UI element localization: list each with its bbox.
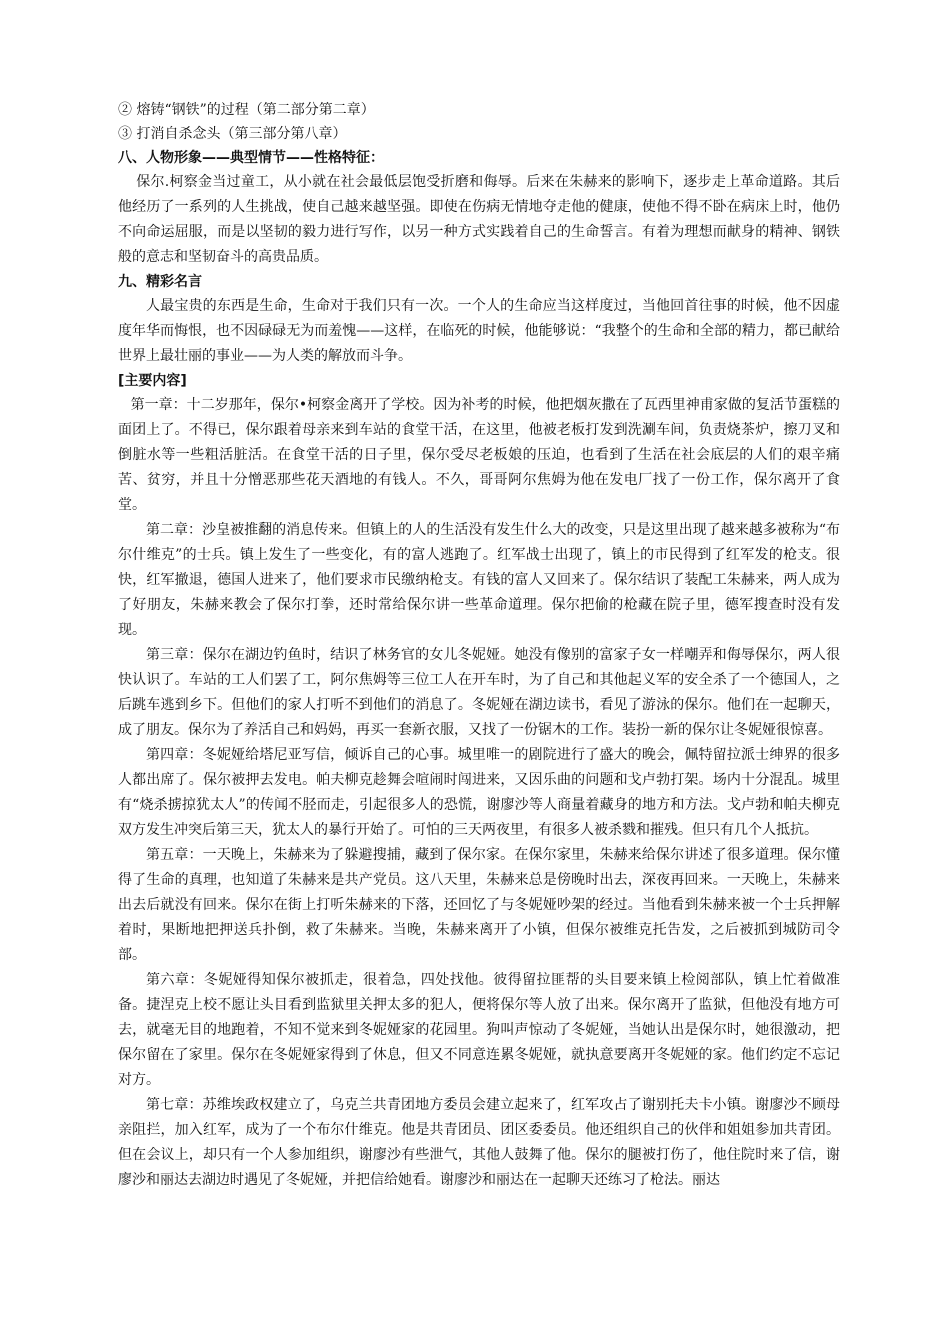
chapter-5-paragraph: 第五章：一天晚上，朱赫来为了躲避搜捕，藏到了保尔家。在保尔家里，朱赫来给保尔讲述了很多道理。保尔懂得了生命的真理，也知道了朱赫来是共产党员。这八天里，朱赫来总是傍晚时出去，深夜再回来。一天晚上，朱赫来出去后就没有回来。保尔在街上打听朱赫来的下落，还回忆了与冬妮娅吵架的经过。当他看到朱赫来被一个士兵押解着时，果断地把押送兵扑倒，救了朱赫来。当晚，朱赫来离开了小镇，但保尔被维克托告发，之后被抓到城防司令部。 [118,847,840,963]
chapter-6-paragraph: 第六章：冬妮娅得知保尔被抓走，很着急，四处找他。彼得留拉匪帮的头目要来镇上检阅部队，镇上忙着做准备。捷涅克上校不愿让头目看到监狱里关押太多的犯人，便将保尔等人放了出来。保尔离开了监狱，但他没有地方可去，就毫无目的地跑着，不知不觉来到冬妮娅家的花园里。狗叫声惊动了冬妮娅，当她认出是保尔时，她很激动，把保尔留在了家里。保尔在冬妮娅家得到了休息，但又不同意连累冬妮娅，就执意要离开冬妮娅的家。他们约定不忘记对方。 [118,972,840,1088]
chapter-3-paragraph: 第三章：保尔在湖边钓鱼时，结识了林务官的女儿冬妮娅。她没有像别的富家子女一样嘲弄和侮辱保尔，两人很快认识了。车站的工人们罢了工，阿尔焦姆等三位工人在开车时，为了自己和其他起义军的安全杀了一个德国人，之后跳车逃到乡下。但他们的家人打听不到他们的消息了。冬妮娅在湖边读书，看见了游泳的保尔。他们在一起聊天，成了朋友。保尔为了养活自己和妈妈，再买一套新衣服，又找了一份锯木的工作。装扮一新的保尔让冬妮娅很惊喜。 [118,647,840,738]
section-8-text: 保尔.柯察金当过童工，从小就在社会最低层饱受折磨和侮辱。后来在朱赫来的影响下，逐步走上革命道路。其后他经历了一系列的人生挑战，使自己越来越坚强。即使在伤病无情地夺走他的健康，使他不得不卧在病床上时，他仍不向命运屈服，而是以坚韧的毅力进行写作，以另一种方式实践着自己的生命誓言。有着为理想而献身的精神、钢铁般的意志和坚韧奋斗的高贵品质。 [118,174,840,265]
main-content-heading: [主要内容] [118,373,187,389]
section-9-text: 人最宝贵的东西是生命，生命对于我们只有一次。一个人的生命应当这样度过，当他回首往事的时候，他不因虚度年华而悔恨，也不因碌碌无为而羞愧——这样，在临死的时候，他能够说：“我整个的生命和全部的精力，都已献给世界上最壮丽的事业——为人类的解放而斗争。 [118,298,840,364]
chapter-7-paragraph: 第七章：苏维埃政权建立了，乌克兰共青团地方委员会建立起来了，红军攻占了谢别托夫卡小镇。谢廖沙不顾母亲阻拦，加入红军，成为了一个布尔什维克。他是共青团员、团区委委员。他还组织自己的伙伴和姐姐参加共青团。但在会议上，却只有一个人参加组织，谢廖沙有些泄气，其他人鼓舞了他。保尔的腿被打伤了，他住院时来了信，谢廖沙和丽达去湖边时遇见了冬妮娅，并把信给她看。谢廖沙和丽达在一起聊天还练习了枪法。丽达 [118,1097,840,1188]
outline-item-2: ② 熔铸“钢铁”的过程（第二部分第二章） [118,102,375,118]
section-9-heading: 九、精彩名言 [118,274,202,290]
chapter-4-paragraph: 第四章：冬妮娅给塔尼亚写信，倾诉自己的心事。城里唯一的剧院进行了盛大的晚会，佩特留拉派士绅界的很多人都出席了。保尔被押去发电。帕夫柳克趁舞会喧闹时闯进来，又因乐曲的问题和戈卢勃打架。场内十分混乱。城里有“烧杀掳掠犹太人”的传闻不胫而走，引起很多人的恐慌，谢廖沙等人商量着藏身的地方和方法。戈卢勃和帕夫柳克双方发生冲突后第三天，犹太人的暴行开始了。可怕的三天两夜里，有很多人被杀戮和摧残。但只有几个人抵抗。 [118,747,840,838]
outline-item-3: ③ 打消自杀念头（第三部分第八章） [118,126,347,142]
chapter-2-paragraph: 第二章：沙皇被推翻的消息传来。但镇上的人的生活没有发生什么大的改变，只是这里出现了越来越多被称为“布尔什维克”的士兵。镇上发生了一些变化，有的富人逃跑了。红军战士出现了，镇上的市民得到了红军发的枪支。很快，红军撤退，德国人进来了，他们要求市民缴纳枪支。有钱的富人又回来了。保尔结识了装配工朱赫来，两人成为了好朋友，朱赫来教会了保尔打拳，还时常给保尔讲一些革命道理。保尔把偷的枪藏在院子里，德军搜查时没有发现。 [118,522,840,638]
section-8-heading: 八、人物形象——典型情节——性格特征： [118,150,384,166]
chapter-1-paragraph: 第一章：十二岁那年，保尔•柯察金离开了学校。因为补考的时候，他把烟灰撒在了瓦西里神甫家做的复活节蛋糕的面团上了。不得已，保尔跟着母亲来到车站的食堂干活，在这里，他被老板打发到洗涮车间，负责烧茶炉，擦刀叉和倒脏水等一些粗活脏活。在食堂干活的日子里，保尔受尽老板娘的压迫，也看到了生活在社会底层的人们的艰辛痛苦、贫穷，并且十分憎恶那些花天酒地的有钱人。不久，哥哥阿尔焦姆为他在发电厂找了一份工作，保尔离开了食堂。 [118,397,840,513]
document-page [118,98,840,1193]
